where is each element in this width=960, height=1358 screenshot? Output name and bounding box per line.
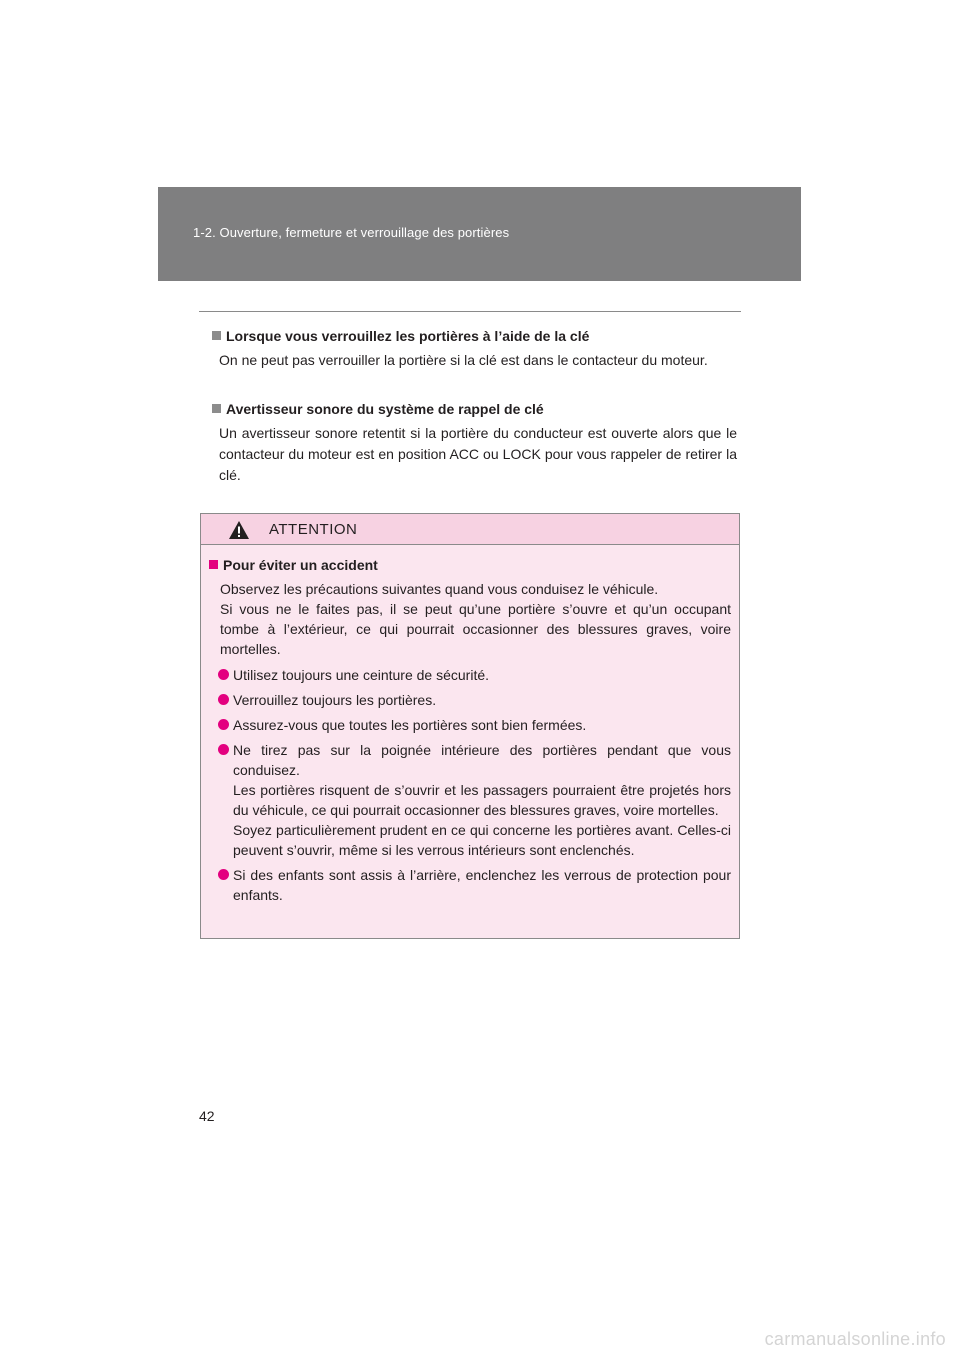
list-item: Si des enfants sont assis à l’arrière, enclenchez les verrous de protection pour enfants. [209,865,731,905]
info-section-locking [212,326,737,371]
watermark: carmanualsonline.info [764,1329,946,1349]
warning-list [209,665,731,905]
section-divider [199,311,741,312]
warning-title: ATTENTION [269,521,358,538]
warning-triangle-icon [228,520,250,540]
warning-header [201,514,739,545]
circle-bullet-icon [218,719,229,730]
list-item: Assurez-vous que toutes les portières sont bien fermées. [209,715,731,735]
list-item: Utilisez toujours une ceinture de sécurité. [209,665,731,685]
square-bullet-icon [209,560,218,569]
warning-heading: Pour éviter un accident [209,555,731,575]
circle-bullet-icon [218,669,229,680]
info-heading: Lorsque vous verrouillez les portières à l’aide de la clé [212,326,737,346]
chapter-header-band [158,187,801,281]
chapter-title: 1-2. Ouverture, fermeture et verrouillage des portières [193,225,510,240]
square-bullet-icon [212,404,221,413]
info-heading: Avertisseur sonore du système de rappel de clé [212,399,737,419]
circle-bullet-icon [218,869,229,880]
list-item: Verrouillez toujours les portières. [209,690,731,710]
list-item: Ne tirez pas sur la poignée intérieure des portières pendant que vous conduisez. Les portières risquent de s’ouvrir et les passagers pourraient être projetés hors du véhicule, ce qui pourrait occasionner des blessures graves, voire mortelles. Soyez particulièrement prudent en ce qui concerne les portières avant. Celles-ci peuvent s’ouvrir, même si les verrous intérieurs sont enclenchés. [209,740,731,860]
warning-intro: Observez les précautions suivantes quand vous conduisez le véhicule. Si vous ne le faites pas, il se peut qu’une portière s’ouvre et qu’un occupant tombe à l’extérieur, ce qui pourrait occasionner des blessures graves, voire mortelles. [220,581,731,657]
info-body: Un avertisseur sonore retentit si la portière du conducteur est ouverte alors que le contacteur du moteur est en position ACC ou LOCK pour vous rappeler de retirer la clé. [219,425,737,483]
circle-bullet-icon [218,694,229,705]
warning-box [200,513,740,939]
square-bullet-icon [212,331,221,340]
warning-body [201,545,739,938]
info-section-key-reminder [212,399,737,486]
info-body: On ne peut pas verrouiller la portière si la clé est dans le contacteur du moteur. [219,352,708,368]
page-number: 42 [199,1108,215,1124]
circle-bullet-icon [218,744,229,755]
